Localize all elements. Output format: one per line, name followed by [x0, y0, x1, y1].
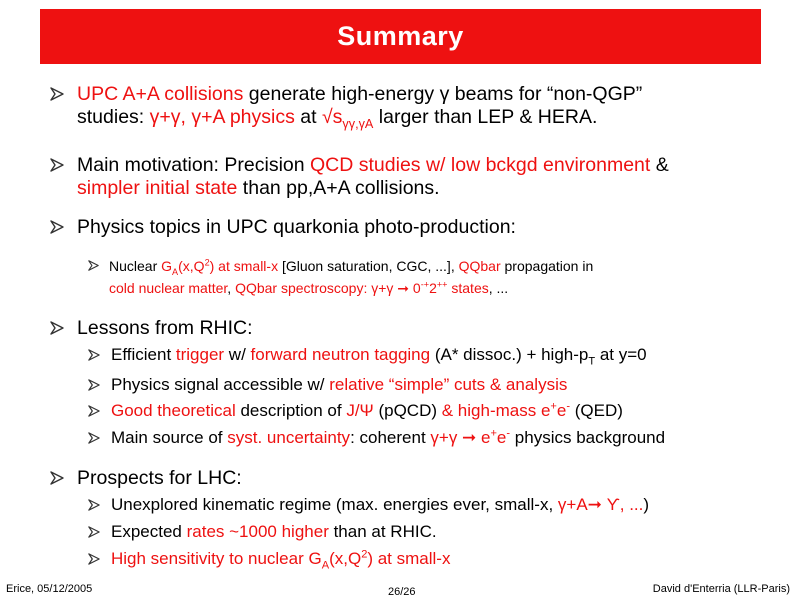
arrow-bullet-icon [50, 220, 64, 234]
text-run: at [294, 106, 322, 128]
bullet-text: Prospects for LHC: [77, 467, 242, 489]
bullet-text: Lessons from RHIC: [77, 317, 253, 339]
arrow-bullet-icon [50, 87, 64, 101]
bullet-text [111, 521, 437, 543]
footer-author: David d'Enterria (LLR-Paris) [652, 583, 790, 595]
text-run: ) at small-x [209, 258, 279, 274]
arrow-bullet-icon [50, 321, 64, 335]
text-run: ) [643, 495, 650, 514]
arrow-bullet-icon [88, 405, 100, 417]
text-run: description of [235, 401, 347, 420]
highlight-text: syst. uncertainty [227, 428, 351, 447]
sub-bullet-high-sensitivity [88, 548, 450, 570]
arrow-bullet-icon [88, 499, 100, 511]
highlight-text: J/Ψ [346, 401, 374, 420]
text-run: ) at small-x [367, 549, 451, 568]
bullet-text: Physics topics in UPC quarkonia photo-production: [77, 216, 516, 238]
bullet-text [111, 494, 649, 516]
highlight-text: QQbar [458, 258, 501, 274]
bullet-text [111, 427, 665, 449]
text-run: (pQCD) [373, 401, 442, 420]
bullet-upc-collisions [50, 83, 642, 129]
highlight-text: trigger [175, 345, 225, 364]
subscript: T [588, 355, 596, 368]
bullet-text [111, 400, 623, 422]
text-run: Expected [111, 522, 187, 541]
text-run: at y=0 [595, 345, 647, 364]
highlight-text: QCD studies w/ low bckgd environment [310, 154, 651, 176]
text-run: Physics signal accessible w/ [111, 375, 330, 394]
sub-bullet-nuclear-gluon [88, 255, 593, 299]
highlight-text: forward neutron tagging [250, 345, 431, 364]
sub-bullet-trigger [88, 344, 647, 366]
footer-date-location: Erice, 05/12/2005 [6, 583, 93, 595]
bullet-text [111, 374, 567, 396]
text-run: & [650, 154, 669, 176]
slide-title: Summary [337, 21, 464, 51]
text-run: : coherent [350, 428, 431, 447]
highlight-text: UPC A+A collisions [77, 83, 244, 105]
bullet-text [109, 255, 593, 299]
text-run: e [496, 428, 507, 447]
sub-bullet-physics-signal [88, 374, 567, 396]
superscript: -+ [420, 279, 430, 290]
highlight-text [442, 401, 570, 420]
text-run: QQbar spectroscopy: γ+γ ➞ 0 [235, 280, 421, 296]
highlight-text: simpler initial state [77, 177, 238, 199]
arrow-bullet-icon [88, 432, 100, 444]
text-run: G [161, 258, 173, 274]
arrow-bullet-icon [50, 158, 64, 172]
subscript: A [172, 266, 179, 277]
text-run: Main source of [111, 428, 228, 447]
text-run: γ+γ ➞ e [430, 428, 491, 447]
subscript: γγ,γA [342, 116, 374, 131]
text-run: (x,Q [178, 258, 205, 274]
bullet-text [77, 83, 642, 129]
title-bar [40, 9, 761, 64]
text-run: w/ [224, 345, 251, 364]
arrow-bullet-icon [88, 526, 100, 538]
bullet-prospects-lhc [50, 467, 242, 490]
text-run: , ... [488, 280, 509, 296]
arrow-bullet-icon [88, 260, 99, 271]
text-run: & high-mass e [441, 401, 551, 420]
highlight-text [321, 106, 374, 131]
arrow-bullet-icon [88, 553, 100, 565]
text-run: e [556, 401, 567, 420]
sub-bullet-kinematic-regime [88, 494, 649, 516]
highlight-text: cold nuclear matter [109, 280, 228, 296]
superscript: ++ [436, 279, 448, 290]
bullet-lessons-rhic [50, 317, 253, 340]
bullet-text [111, 548, 450, 570]
superscript: + [550, 400, 557, 413]
bullet-physics-topics [50, 216, 516, 239]
text-run: (x,Q [329, 549, 362, 568]
bullet-main-motivation [50, 154, 669, 200]
text-run: studies: [77, 106, 150, 128]
bullet-text [77, 154, 669, 200]
sub-bullet-syst-uncertainty [88, 427, 665, 449]
sub-bullet-expected-rates [88, 521, 437, 543]
text-run: generate high-energy [243, 83, 440, 105]
text-run: γ [439, 83, 450, 105]
superscript: + [490, 427, 497, 440]
highlight-text: γ+γ, γ+A physics [149, 106, 295, 128]
highlight-text [430, 428, 510, 447]
text-run: (A* dissoc.) + high-p [430, 345, 589, 364]
text-run: physics background [510, 428, 666, 447]
highlight-text: rates ~1000 higher [186, 522, 329, 541]
highlight-text: relative “simple” cuts & analysis [329, 375, 568, 394]
highlight-text: Good theoretical [111, 401, 236, 420]
text-run: Nuclear [109, 258, 162, 274]
highlight-text: γ+A➞ ϒ, ... [557, 495, 644, 514]
superscript: - [506, 427, 511, 440]
text-run: propagation in [500, 258, 594, 274]
superscript: 2 [204, 257, 210, 268]
text-run: (QED) [570, 401, 623, 420]
text-run: Unexplored kinematic regime (max. energies ever, small-x, [111, 495, 558, 514]
text-run: larger than LEP & HERA. [373, 106, 598, 128]
highlight-text [161, 257, 279, 277]
text-run: , [227, 280, 236, 296]
text-run: than at RHIC. [328, 522, 437, 541]
text-run: High sensitivity to nuclear G [111, 549, 322, 568]
sub-bullet-theoretical [88, 400, 623, 422]
arrow-bullet-icon [88, 379, 100, 391]
superscript: - [566, 400, 571, 413]
text-run: beams for “non-QGP” [449, 83, 643, 105]
text-run: Efficient [111, 345, 176, 364]
arrow-bullet-icon [50, 471, 64, 485]
superscript: 2 [361, 548, 368, 561]
arrow-bullet-icon [88, 349, 100, 361]
text-run: states [447, 280, 489, 296]
text-run: √s [321, 106, 343, 128]
text-run: than pp,A+A collisions. [237, 177, 440, 199]
subscript: A [321, 559, 330, 572]
text-run: 2 [429, 280, 437, 296]
footer-page-number: 26/26 [388, 586, 416, 598]
text-run: Main motivation: Precision [77, 154, 311, 176]
highlight-text [235, 280, 489, 296]
bullet-text [111, 344, 647, 366]
text-run: [Gluon saturation, CGC, ...], [278, 258, 459, 274]
